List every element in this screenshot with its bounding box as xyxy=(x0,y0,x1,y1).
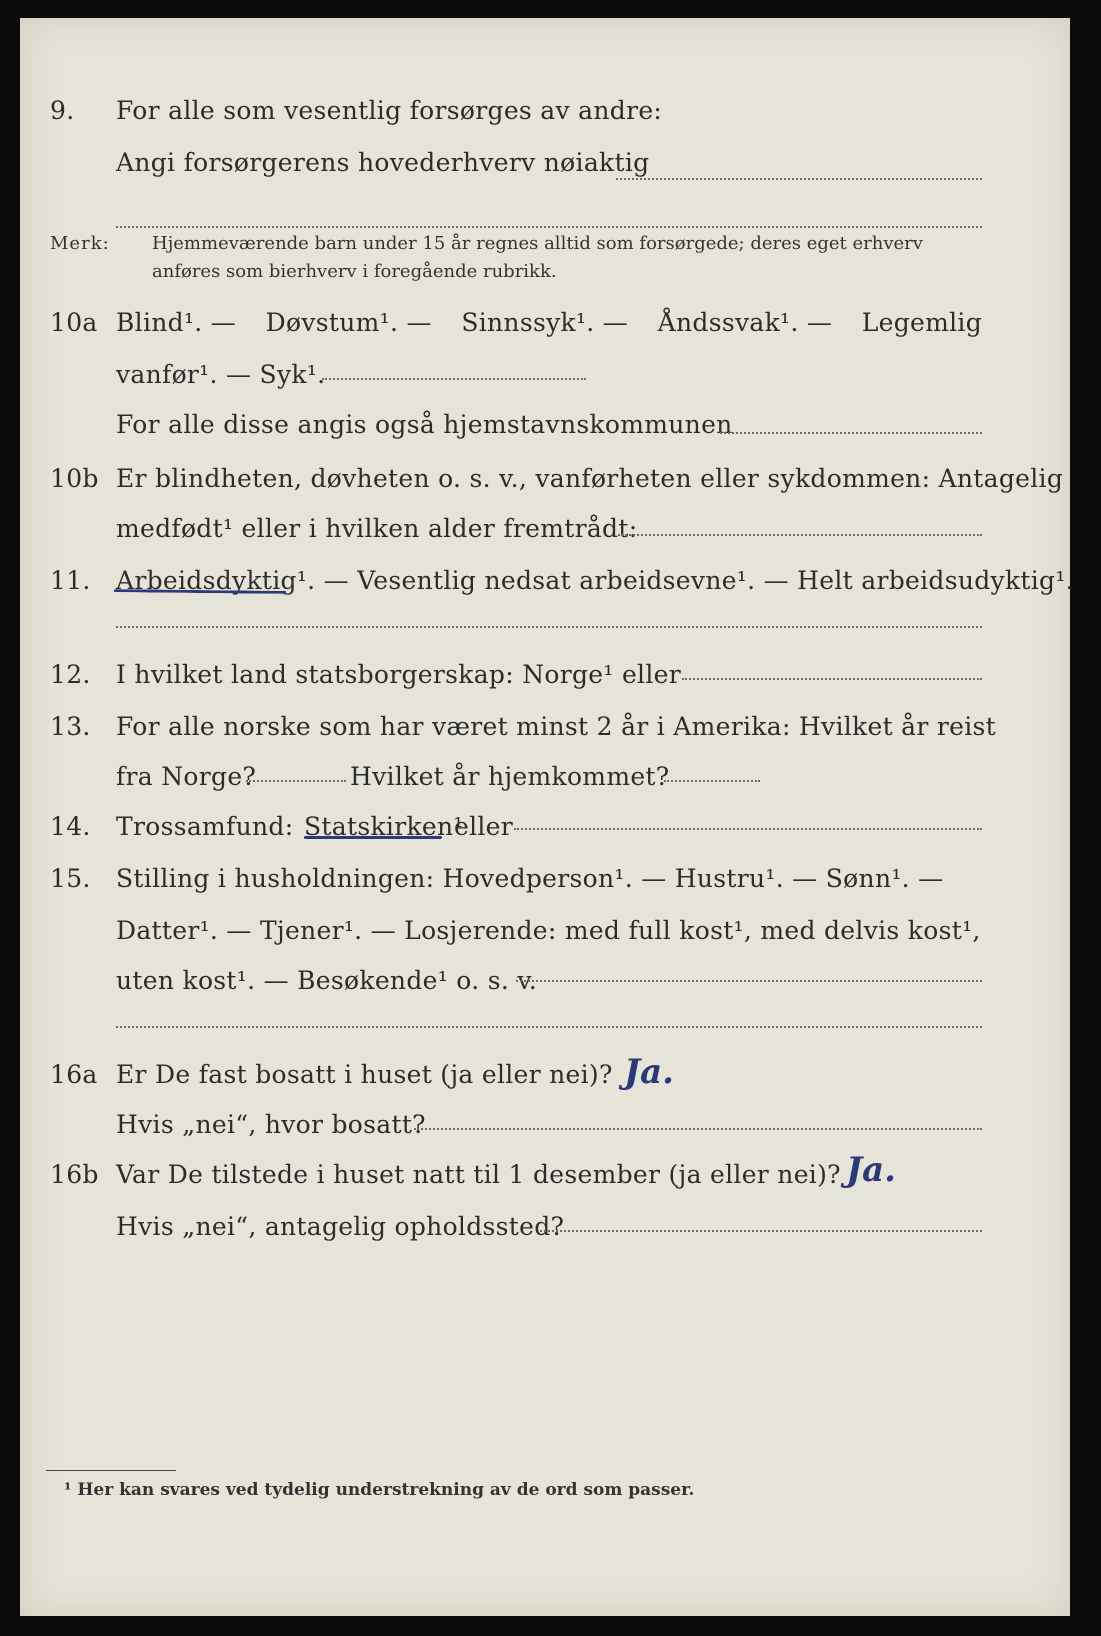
q10a-hjemstavn-field[interactable] xyxy=(720,432,982,434)
q12-line xyxy=(20,660,1070,700)
q10a-opt-blind: Blind¹. — xyxy=(116,308,237,337)
q10b-text: Er blindheten, døvheten o. s. v., vanførheten eller sykdommen: Antagelig xyxy=(116,464,1064,493)
q11-answer-field[interactable] xyxy=(116,626,982,628)
q11-number: 11. xyxy=(50,566,91,595)
q11-rest: — Vesentlig nedsat arbeidsevne¹. — Helt arbeidsudyktig¹. xyxy=(323,566,1074,595)
q10b-answer-field[interactable] xyxy=(618,534,982,536)
q9-provider-label: Angi forsørgerens hovederhverv nøiaktig xyxy=(116,148,650,177)
q12-text: I hvilket land statsborgerskap: Norge¹ eller xyxy=(116,660,681,689)
q14-label: Trossamfund: xyxy=(116,812,294,841)
q14-ink-underline xyxy=(304,836,442,839)
q13-hjemkommet-label: Hvilket år hjemkommet? xyxy=(350,762,670,791)
q16b-text: Var De tilstede i huset natt til 1 desember (ja eller nei)? xyxy=(116,1160,841,1189)
q13-number: 13. xyxy=(50,712,91,741)
q10a-line1 xyxy=(20,308,1070,348)
q16b-opphold-field[interactable] xyxy=(540,1230,982,1232)
q16a-handwritten-answer[interactable]: Ja. xyxy=(624,1052,674,1092)
q13-reist-field[interactable] xyxy=(246,780,346,782)
q16a-bosatt-field[interactable] xyxy=(414,1128,982,1130)
q13-text: For alle norske som har været minst 2 år i Amerika: Hvilket år reist xyxy=(116,712,997,741)
q14-number: 14. xyxy=(50,812,91,841)
footnote: ¹ Her kan svares ved tydelig understrekning av de ord som passer. xyxy=(64,1480,695,1500)
q14-opt-statskirken[interactable]: Statskirken¹ xyxy=(304,812,464,841)
q11-line xyxy=(20,566,1074,606)
q16a-line2 xyxy=(20,1110,1070,1150)
q14-answer-field[interactable] xyxy=(514,828,982,830)
q10a-opt-sinnssyk: Sinnssyk¹. — xyxy=(461,308,629,337)
q16a-number: 16a xyxy=(50,1060,98,1089)
q9-answer-field-2[interactable] xyxy=(116,226,982,228)
q15-text-3: uten kost¹. — Besøkende¹ o. s. v. xyxy=(116,966,538,995)
q10a-line3 xyxy=(20,410,1070,450)
q10a-line2 xyxy=(20,360,1070,400)
q15-line1 xyxy=(20,864,1070,904)
q15-line3 xyxy=(20,966,1070,1006)
footnote-rule xyxy=(46,1470,176,1471)
q10a-opt-andssvak: Åndssvak¹. — xyxy=(657,308,833,337)
q14-line xyxy=(20,812,1070,852)
q15-text-2: Datter¹. — Tjener¹. — Losjerende: med full kost¹, med delvis kost¹, xyxy=(116,916,981,945)
q12-number: 12. xyxy=(50,660,91,689)
q13-hjemkommet-field[interactable] xyxy=(664,780,760,782)
q11-opt-arbeidsdyktig[interactable]: Arbeidsdyktig¹. xyxy=(116,566,316,595)
q9-line1 xyxy=(20,96,1070,136)
census-form-page xyxy=(20,18,1074,1616)
merk-note: Hjemmeværende barn under 15 år regnes alltid som forsørgede; deres eget erhverv anføres som bierhverv i foregående rubrikk. xyxy=(152,233,923,282)
q10b-line1 xyxy=(20,464,1070,504)
q16b-line2 xyxy=(20,1212,1070,1252)
q12-answer-field[interactable] xyxy=(682,678,982,680)
q10b-number: 10b xyxy=(50,464,99,493)
q10a-opt-legemlig: Legemlig xyxy=(861,308,982,337)
q9-text: For alle som vesentlig forsørges av andre: xyxy=(116,96,663,125)
q10a-hjemstavn-label: For alle disse angis også hjemstavnskommunen xyxy=(116,410,733,439)
q13-line2 xyxy=(20,762,1070,802)
q16b-handwritten-answer[interactable]: Ja. xyxy=(846,1150,896,1190)
q10b-medfodt: medfødt¹ eller i hvilken alder fremtrådt: xyxy=(116,514,638,543)
q16b-number: 16b xyxy=(50,1160,99,1189)
q16b-line1 xyxy=(20,1160,1070,1200)
q10a-vanfor-syk: vanfør¹. — Syk¹. xyxy=(116,360,326,389)
merk-label: Merk: xyxy=(50,233,110,254)
q10a-number: 10a xyxy=(50,308,98,337)
q15-text-1: Stilling i husholdningen: Hovedperson¹. — Hustru¹. — Sønn¹. — xyxy=(116,864,944,893)
q10a-opt-dovstum: Døvstum¹. — xyxy=(265,308,432,337)
q15-number: 15. xyxy=(50,864,91,893)
q9-number: 9. xyxy=(50,96,75,125)
q16a-bosatt-label: Hvis „nei“, hvor bosatt? xyxy=(116,1110,426,1139)
q16a-line1 xyxy=(20,1060,1070,1100)
q10a-syk-field[interactable] xyxy=(322,378,586,380)
q10a-options xyxy=(116,308,982,337)
q13-line1 xyxy=(20,712,1070,752)
q9-line2 xyxy=(20,148,1070,188)
q15-answer-field-2[interactable] xyxy=(116,1026,982,1028)
q15-line2 xyxy=(20,916,1070,956)
q16a-text: Er De fast bosatt i huset (ja eller nei)? xyxy=(116,1060,613,1089)
q14-eller: eller xyxy=(454,812,514,841)
q13-reist-label: fra Norge? xyxy=(116,762,257,791)
q15-answer-field[interactable] xyxy=(516,980,982,982)
q16b-opphold-label: Hvis „nei“, antagelig opholdssted? xyxy=(116,1212,565,1241)
q9-answer-field[interactable] xyxy=(616,178,982,180)
